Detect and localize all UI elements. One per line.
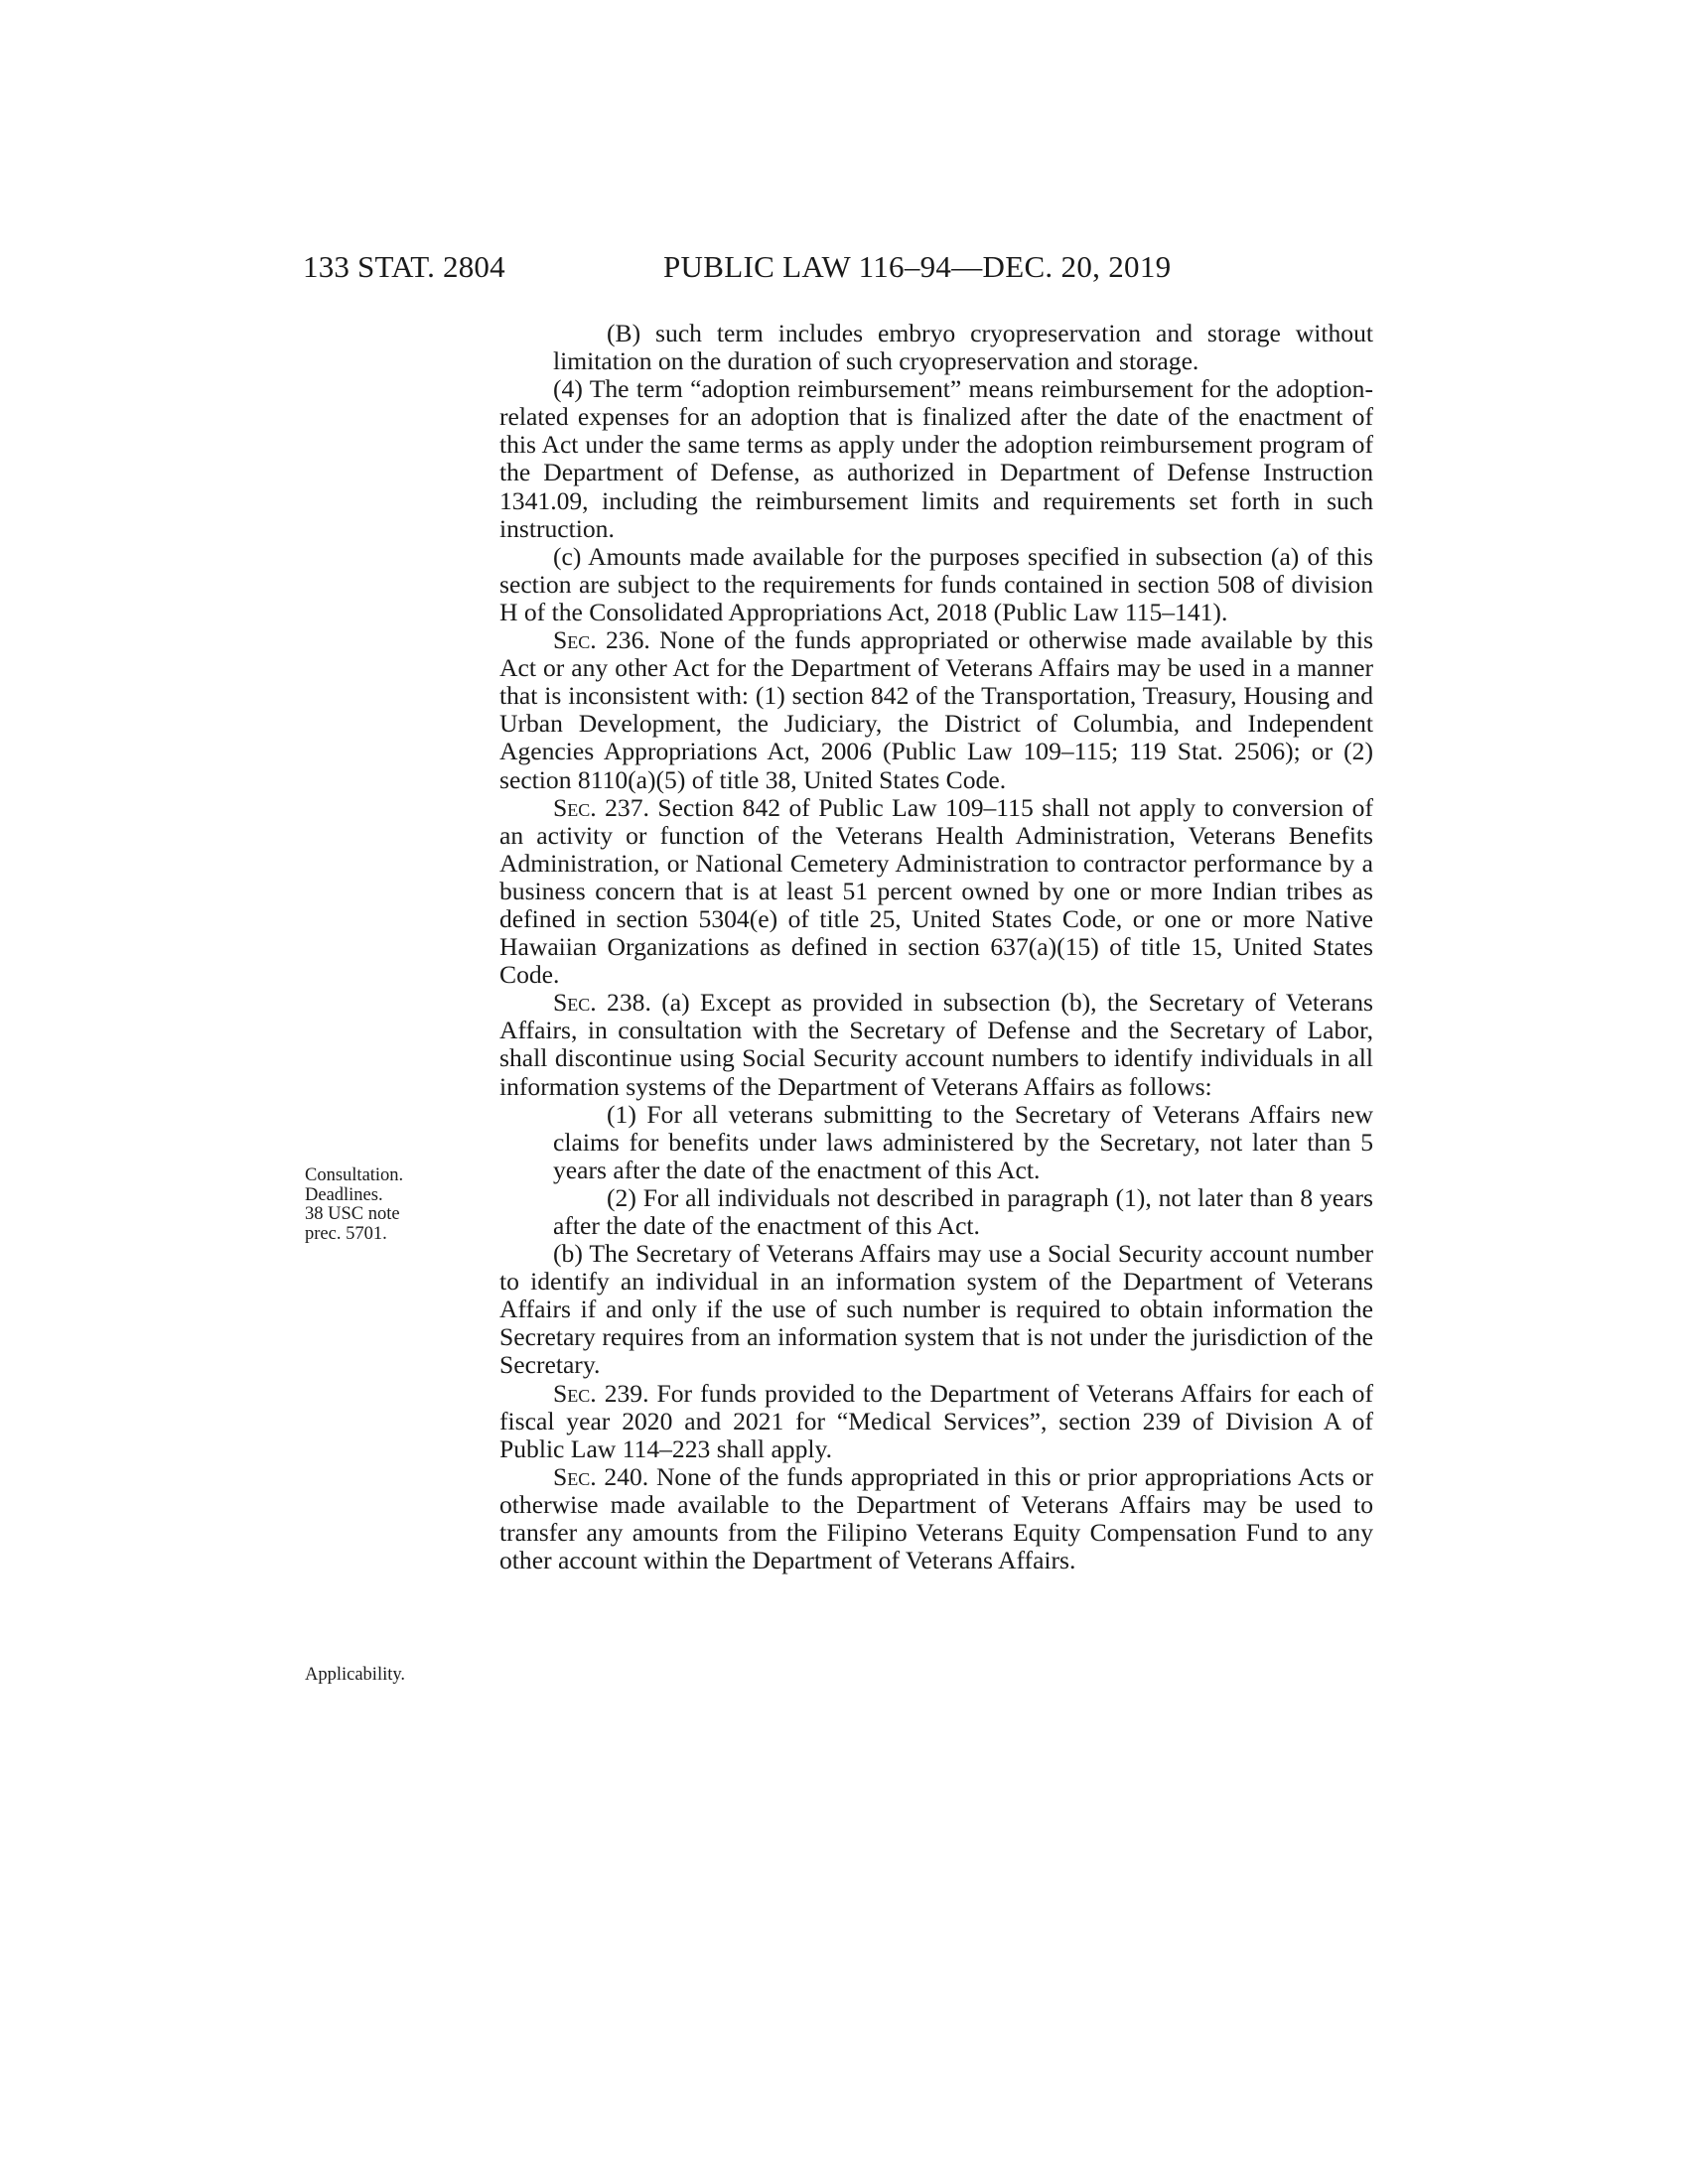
section-number: 240. (604, 1461, 649, 1491)
section-text: None of the funds appropriated in this or prior appropriations Acts or otherwise made available to the Department of Veterans Affairs may be used to transfer any amounts from the Filipino Veterans Equity Compensation Fund to any other account within the Department of Veterans Affairs. (499, 1461, 1373, 1575)
margin-note-line: prec. 5701. (305, 1223, 387, 1244)
section-239 (499, 1380, 1373, 1463)
section-238 (499, 989, 1373, 1100)
paragraph-b: (B) such term includes embryo cryopreservation and storage without limitation on the duration of such cryopreservation and storage. (553, 319, 1373, 376)
section-text: (a) Except as provided in subsection (b), the Secretary of Veterans Affairs, in consultation with the Secretary of Defense and the Secretary of Labor, shall discontinue using Social Security account numbers to identify individuals in all information systems of the Department of Veterans Affairs as follows: (499, 988, 1374, 1101)
paragraph-4-text: (4) The term “adoption reimbursement” means reimbursement for the adoption-related expenses for an adoption that is finalized after the date of the enactment of this Act under the same terms as apply under the adoption reimbursement program of the Department of Defense, as authorized in Department of Defense Instruction 1341.09, including the reimbursement limits and requirements set forth in such instruction. (499, 374, 1373, 543)
section-number: 237. (605, 792, 649, 822)
section-240 (499, 1463, 1373, 1574)
section-text: None of the funds appropriated or otherwise made available by this Act or any other Act for the Department of Veterans Affairs may be used in a manner that is inconsistent with: (1) section 842 of the Transportation, Treasury, Housing and Urban Development, the Judiciary, the District of Columbia, and Independent Agencies Appropriations Act, 2006 (Public Law 109–115; 119 Stat. 2506); or (2) section 8110(a)(5) of title 38, United States Code. (499, 625, 1373, 794)
section-number: 239. (604, 1378, 649, 1408)
margin-note-sec-238 (305, 1166, 454, 1244)
page-stat-number: 133 STAT. 2804 (303, 249, 505, 284)
statute-body (499, 320, 1373, 1574)
margin-note-line: Deadlines. (305, 1184, 383, 1205)
section-238-paragraph-2: (2) For all individuals not described in paragraph (1), not later than 8 years after the date of the enactment of this Act. (553, 1182, 1373, 1240)
section-label: Sec. (553, 988, 597, 1018)
margin-note-line: Consultation. (305, 1165, 404, 1185)
section-number: 236. (605, 625, 650, 655)
section-label: Sec. (553, 1461, 597, 1491)
section-238-paragraph-1: (1) For all veterans submitting to the Secretary of Veterans Affairs new claims for benefits under laws administered by the Secretary, not later than 5 years after the date of the enactment of this Act. (553, 1099, 1373, 1184)
section-text: Section 842 of Public Law 109–115 shall not apply to conversion of an activity or function of the Veterans Health Administration, Veterans Benefits Administration, or National Cemetery Administration to contractor performance by a business concern that is at least 51 percent owned by one or more Indian tribes as defined in section 5304(e) of title 25, United States Code, or one or more Native Hawaiian Organizations as defined in section 637(a)(15) of title 15, United States Code. (499, 792, 1374, 990)
section-238-subsection-b: (b) The Secretary of Veterans Affairs may use a Social Security account number to identify an individual in an information system of the Department of Veterans Affairs if and only if the use of such number is required to obtain information the Secretary requires from an information system that is not under the jurisdiction of the Secretary. (499, 1239, 1373, 1380)
section-236 (499, 626, 1373, 794)
section-237 (499, 794, 1373, 990)
page-running-title: PUBLIC LAW 116–94—DEC. 20, 2019 (663, 249, 1172, 284)
section-number: 238. (607, 988, 651, 1018)
section-text: For funds provided to the Department of Veterans Affairs for each of fiscal year 2020 and 2021 for “Medical Services”, section 239 of Division A of Public Law 114–223 shall apply. (499, 1378, 1373, 1463)
paragraph-c: (c) Amounts made available for the purposes specified in subsection (a) of this section are subject to the requirements for funds contained in section 508 of division H of the Consolidated Appropriations Act, 2018 (Public Law 115–141). (499, 541, 1373, 626)
section-label: Sec. (553, 792, 597, 822)
section-label: Sec. (553, 1378, 597, 1408)
margin-note-line: 38 USC note (305, 1204, 400, 1225)
paragraph-4 (499, 375, 1373, 543)
section-label: Sec. (553, 625, 597, 655)
margin-note-line: Applicability. (305, 1665, 406, 1685)
margin-note-sec-239 (305, 1666, 454, 1686)
